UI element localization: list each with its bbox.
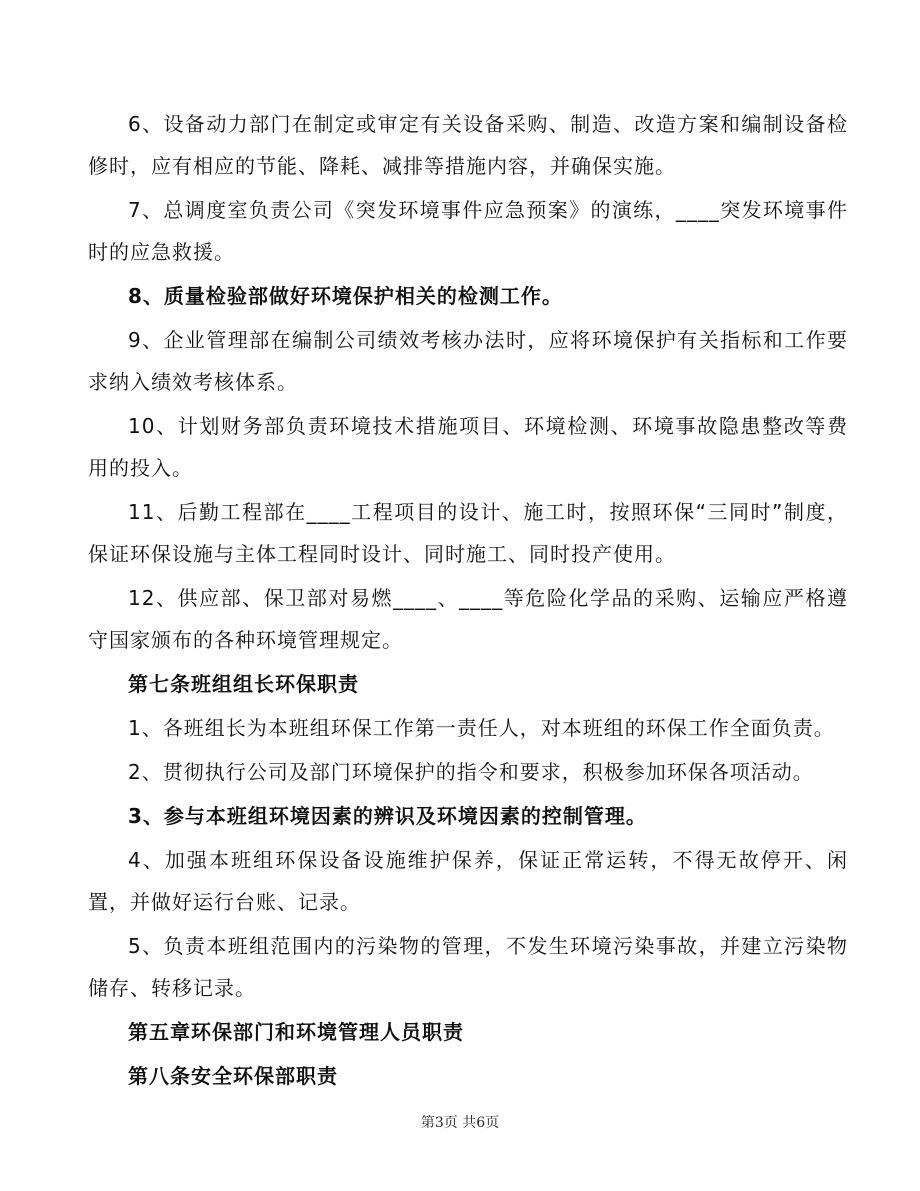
team-duty-4: 4、加强本班组环保设备设施维护保养，保证正常运转，不得无故停开、闲置，并做好运行台账、记录。 [88,848,848,914]
paragraph-10: 10、计划财务部负责环境技术措施项目、环境检测、环境事故隐患整改等费用的投入。 [88,414,848,480]
team-duty-3: 3、参与本班组环境因素的辨识及环境因素的控制管理。 [128,804,647,828]
paragraph-8: 8、质量检验部做好环境保护相关的检测工作。 [128,284,563,308]
paragraph-7: 7、总调度室负责公司《突发环境事件应急预案》的演练，____突发环境事件时的应急救援。 [88,198,848,264]
chapter-heading-5: 第五章环保部门和环境管理人员职责 [128,1020,464,1044]
page-number-footer: 第3页 共6页 [420,1115,500,1131]
team-duty-1: 1、各班组长为本班组环保工作第一责任人，对本班组的环保工作全面负责。 [128,716,835,740]
paragraph-9: 9、企业管理部在编制公司绩效考核办法时，应将环境保护有关指标和工作要求纳入绩效考核体系。 [88,328,848,394]
team-duty-2: 2、贯彻执行公司及部门环境保护的指令和要求，积极参加环保各项活动。 [128,760,814,784]
paragraph-11: 11、后勤工程部在____工程项目的设计、施工时，按照环保“三同时”制度，保证环保设施与主体工程同时设计、同时施工、同时投产使用。 [88,500,848,566]
document-body [88,103,848,1099]
team-duty-5: 5、负责本班组范围内的污染物的管理，不发生环境污染事故，并建立污染物储存、转移记录。 [88,934,848,1000]
paragraph-12: 12、供应部、保卫部对易燃____、____等危险化学品的采购、运输应严格遵守国家颁布的各种环境管理规定。 [88,586,848,652]
section-heading-article-8: 第八条安全环保部职责 [128,1064,338,1088]
section-heading-article-7: 第七条班组组长环保职责 [128,672,359,696]
paragraph-6: 6、设备动力部门在制定或审定有关设备采购、制造、改造方案和编制设备检修时，应有相应的节能、降耗、减排等措施内容，并确保实施。 [88,112,848,178]
